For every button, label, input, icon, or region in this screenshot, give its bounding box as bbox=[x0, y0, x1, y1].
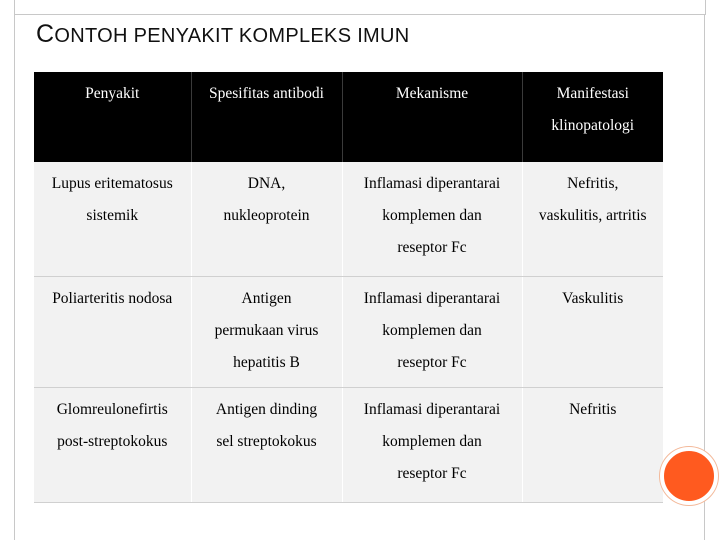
cell-text: reseptor Fc bbox=[397, 354, 467, 371]
cell-mekanisme bbox=[342, 388, 522, 503]
cell-text: reseptor Fc bbox=[397, 239, 467, 256]
cell-text: Poliarteritis nodosa bbox=[52, 290, 173, 307]
slide-title bbox=[36, 20, 410, 49]
cell-text: Nefritis, bbox=[567, 175, 619, 192]
header-spesifitas bbox=[191, 72, 342, 162]
table-row bbox=[34, 277, 663, 388]
immune-complex-disease-table bbox=[34, 72, 663, 503]
cell-manifestasi bbox=[522, 388, 663, 503]
cell-text: komplemen dan bbox=[382, 207, 482, 224]
table-row bbox=[34, 162, 663, 277]
header-manifestasi-label-line2: klinopatologi bbox=[551, 117, 635, 134]
cell-text: Glomreulonefirtis bbox=[56, 401, 168, 418]
cell-text: Nefritis bbox=[569, 401, 617, 418]
cell-text: komplemen dan bbox=[382, 433, 482, 450]
slide-title-rest: ONTOH PENYAKIT KOMPLEKS IMUN bbox=[54, 25, 410, 47]
decorative-orange-circle bbox=[660, 447, 718, 505]
cell-mekanisme bbox=[342, 162, 522, 277]
header-manifestasi bbox=[522, 72, 663, 162]
cell-text: vaskulitis, artritis bbox=[538, 207, 647, 224]
cell-manifestasi bbox=[522, 162, 663, 277]
cell-text: reseptor Fc bbox=[397, 465, 467, 482]
header-penyakit bbox=[34, 72, 191, 162]
header-mekanisme-label: Mekanisme bbox=[395, 85, 469, 102]
cell-text: post-streptokokus bbox=[57, 433, 168, 450]
slide-title-initial: C bbox=[36, 20, 55, 48]
cell-spesifitas bbox=[191, 162, 342, 277]
table-header-row bbox=[34, 72, 663, 162]
cell-manifestasi bbox=[522, 277, 663, 388]
cell-text: Antigen dinding bbox=[215, 401, 318, 418]
cell-penyakit bbox=[34, 388, 191, 503]
cell-mekanisme bbox=[342, 277, 522, 388]
cell-text: nukleoprotein bbox=[223, 207, 310, 224]
cell-text: Vaskulitis bbox=[562, 290, 624, 307]
cell-spesifitas bbox=[191, 277, 342, 388]
cell-text: Lupus eritematosus bbox=[51, 175, 173, 192]
cell-text: Inflamasi diperantarai bbox=[363, 401, 501, 418]
cell-text: Inflamasi diperantarai bbox=[363, 290, 501, 307]
cell-text: Antigen bbox=[241, 290, 292, 307]
cell-text: Inflamasi diperantarai bbox=[363, 175, 501, 192]
header-manifestasi-label-line1: Manifestasi bbox=[556, 85, 629, 102]
header-penyakit-label: Penyakit bbox=[85, 85, 140, 102]
slide-frame-top bbox=[14, 0, 706, 15]
header-mekanisme bbox=[342, 72, 522, 162]
cell-text: hepatitis B bbox=[233, 354, 300, 371]
cell-text: sel streptokokus bbox=[216, 433, 317, 450]
cell-text: permukaan virus bbox=[214, 322, 319, 339]
cell-text: sistemik bbox=[86, 207, 139, 224]
cell-text: DNA, bbox=[247, 175, 286, 192]
cell-penyakit bbox=[34, 162, 191, 277]
table-row bbox=[34, 388, 663, 503]
cell-spesifitas bbox=[191, 388, 342, 503]
header-spesifitas-label: Spesifitas antibodi bbox=[209, 85, 324, 102]
cell-text: komplemen dan bbox=[382, 322, 482, 339]
slide-frame-left bbox=[14, 15, 15, 540]
cell-penyakit bbox=[34, 277, 191, 388]
